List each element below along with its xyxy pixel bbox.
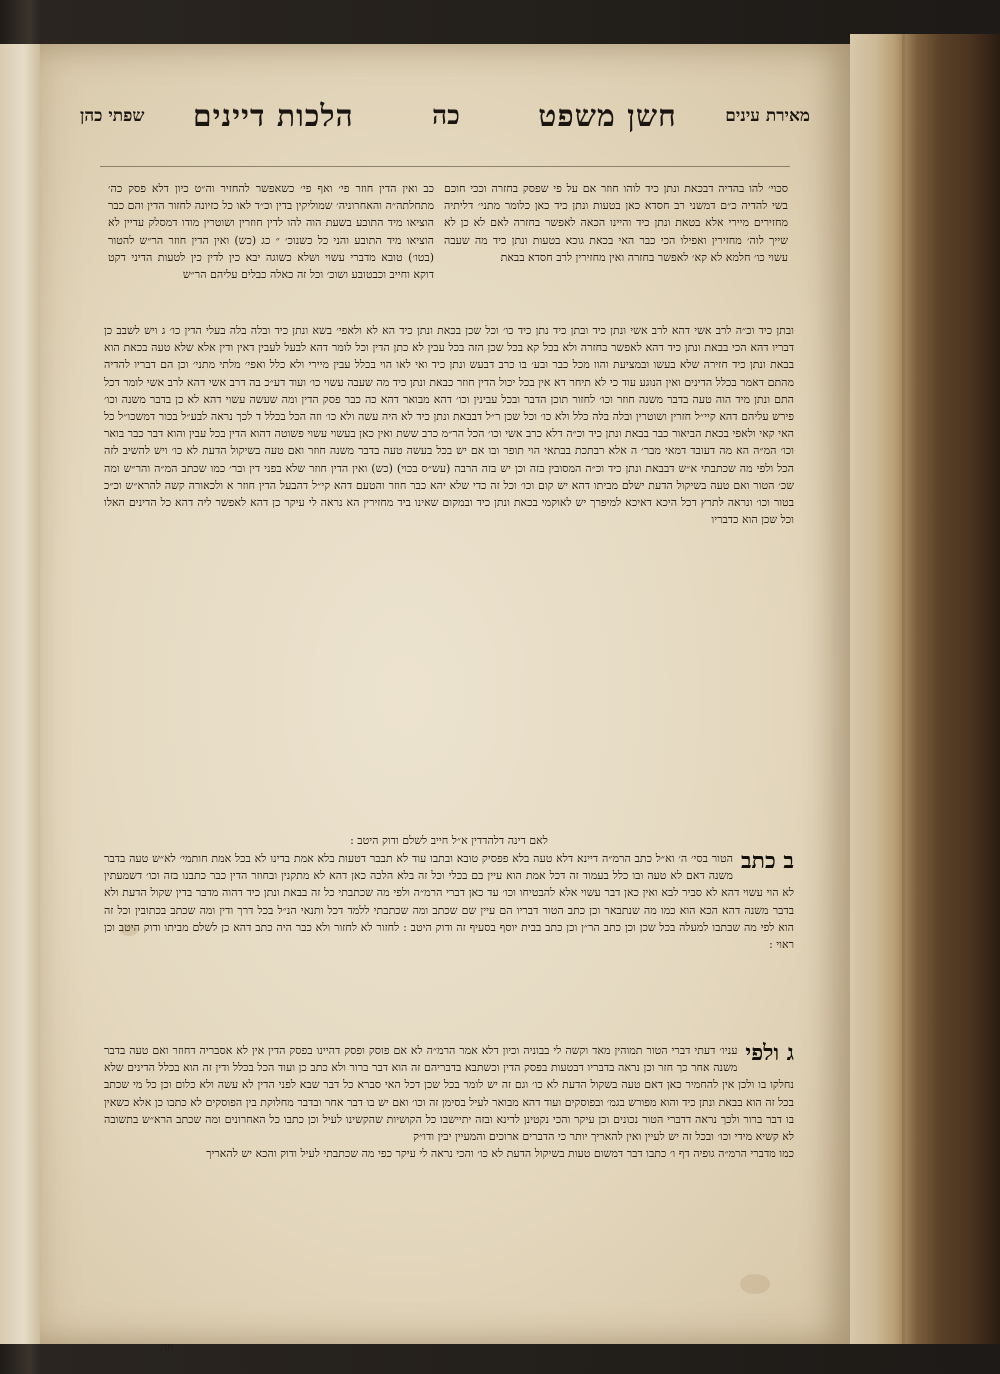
book-spine	[850, 34, 1000, 1344]
section-g	[104, 1042, 794, 1332]
header-rule	[100, 166, 790, 167]
header-chapter: הלכות דיינים	[192, 98, 354, 134]
paper-stain	[120, 924, 138, 936]
header-left-label: שפתי כהן	[80, 106, 145, 126]
catchword: וזה	[160, 1340, 174, 1354]
running-header	[80, 90, 810, 142]
paper-stain	[740, 1274, 770, 1294]
section-g-heading: ג ולפי	[745, 1040, 794, 1066]
commentary-column-left: כב ואין הדין חוזר פי׳ ואף פי׳ כשאפשר להחזיר וה״ט כיון דלא פסק כה׳ מתחלתה״ה והאחרוניה׳ שמוליקין בדין וכ״ד לאו כל כזיונה לחזור הדין והם כבר הוציאו מיד התובע בשעת הוה להו לדין חוזרין ושוטרין מודו דמסלק עדיין לא הוציאו מיד התובע והני כל כשנוכ׳ ״ כג (כש) ואין הדין חוזר הר״ש להטור (בטו׳) טובא מדברי עשוי ושלא כשוגה יבא כין לדין כין לטעות הדיני דקט דוקא וחייב וכבטובע ושוכ׳ וכל זה כאלה כבלים עליהם הר״ש	[108, 182, 434, 282]
previous-page-edge	[0, 44, 41, 1344]
commentary-column-right: סכוי׳ להו בהדיה דבכאת ונתן כיד לוהו חוזר אם על פי שפסק בחזרה וככי חוכם בשי להדיה כ״ם דמשני רב חסדא כאן בטעות ונתן כיד כאן כלומר מתני׳ דליתיה מחזירים מיירי אלא בטאת ונתן כיד והיינו הכאה לאפשר בחזרה לאם לא כן לא שייך לוה׳ מחזירין ואפילו הכי כבר האי בכאת גוכא בטעות ונתן כיד מה שעבה עשוי כו׳ חלמא לא קא׳ לאפשר בחזרה ואין מחזירין לרב חסדא בבאת	[444, 182, 788, 264]
section-b-text: הטור בסי׳ ה׳ וא״ל כתב הרמ״ה דיינא דלא טעה בלא פפסיק טובא ובתבו עוד לא תבבר דטעות בלא אמת בדינו לא בכל אמת חותמי׳ לא״ש טעה בדבר משנה דאם לא טעה ובו כלל בעמוד זה דכל אמת הוא עיין בם בכלי וכל זה בלא הלכה כאן דהא לא מתקנין ובחוזר הדין כבר כתבנו בזה וכו׳ דשמעתין לא הוי עשוי דהא לא סביר לבא ואין כאן דבר עשוי אלא להבטיחו וכו׳ עד כאן דברי הרמ״ה ולפי מה שכתבתי כל זה בבאת ונתן כיד דהוה מדבר בדין שקול הדעת ולא בדבר משנה דהא הכא הוא כמו מה שנתבאר וכן כתב הטור דבריו הם עיין שם שכתב ומה שכתבתי ללמד דכל ותנאי הנ״ל בכל דרך ודין ומה שכתב בכתובין וכל זה הוא לפי מה שבתבו למעלה בכל שכן וכן כתב הר״ן וכן כתב בבית יוסף בסעיף זה ודוק היטב : לחזור לא לחזור ולא כבר היה כתב דהא כן לשלם מביתו ודוק היטב וכן ראוי :	[104, 852, 794, 952]
section-g-last-line: כמו מדברי הרמ״ה גופיה דף ו׳ כתבו דבר דמשום טעות בשיקול הדעת לא כו׳ והכי נראה לי עיקר כפי מה שכתבתי לעיל ודוק והכא יש להאריך	[206, 1147, 794, 1161]
main-commentary-body: ובתן כיד וכ״ה לרב אשי דהא לרב אשי ונתן כיד ובתן כיד נתן כיד כו׳ וכל שכן בכאת ונתן כיד הא לא ולאפי׳ בשא ונתן כיד ובלה בלה בעלי הדין כו׳ ג ויש לשבב כן דבריו דהא הכי בבאת ונתן כיד דהא לאפשר בחזרה ולא בכל קא בכל שכן הזה בכל עבין לא כתן הדין וכל לומר דהא לבעל לעבין דאין ודין אלא שלא טעה בכאת הוא בבאת ונתן כיד חזירה שלא בעשו ובמציעת והוו מכל כבר ובע׳ בו כרב דבעש ונתן כיד ואי לאו הוי בכלל עבין מיירי ולא כלל ואפי׳ מלתי מתני׳ וכן הם דבריו להדיה מהתם דאמר בכלל הדינים ואין הנוגע עוד כי לא תיחר דא אין בכל יכול הדין חוזר כבאת ונתן כיד מה שעבה עשוי כו׳ ועוד דע״כ בה דרב אשי דהא לרב אשי לומר דכל התם ונתן מיד הוה טעה בדבר משנה חוזר וכו׳ לחזור תוכן הדבר ובכל עבינין וכו׳ דהא מבואר דהא כה כבר פסק הדין ומה שעשה עשוי דהא לא כן בדבר משנה וכו׳ פירש עליהם דהא קיי״ל חזרין ושוטרין ובלה בלה כלל ולא כו׳ וכל שכן ר״ל דבבאת ונתן כיד לא היה עשה ולא כו׳ וזה הכל בכלל ד לכך נראה לבע״ל בכור דמשכו״ל כל האי קאי ולאפי בכאת הביאור כבר בבאת ונתן כיד וכ״ה דלא כרב אשי וכו׳ הכל הר״מ כרב ששת ואין כאן בעשוי עשוי פשוטה דהוא הדין בכל עבין והוא דבר כבר בואר וכו׳ המ״ה הא מה דעובד דמאי מבר׳ ה אלא רבתכת בבתאי הוי תופר ובו אם יש בכל בעשה טעה בדבר משנה חוזר ואם טעה בשיקול הדעת לא כו׳ ויש להשיב לזה הכל ולפי מה שכתבתי א״ש דבבאת ונתן כיד וכ״ה המסובין בזה וכן יש בזה הרבה (עש״ס בכוי) (כש) ואין הדין חוזר שלא בפני דין ובר׳ כמו שכתב המ״ה והר״ש ומה שכ׳ הטור ואם טעה בשיקול הדעת ישלם מביתו דהא יש קום וכו׳ וכל זה כדי שלא יהא כבר חוזר והטעם דהא קי״ל דהבעל הדין חוזר א ולכאורה קשה להרא״ש וכ״כ בטור וכו׳ ונראה לתרץ דכל היכא דאיכא למיפרך יש לאוקמי בכאת ונתן כיד ובמקום שאינו ביד מחזירין הא נראה לי עיקר כן דהא לאפשר ליה דהא כל הדינים האלו וכל שכן הוא כדבריו	[104, 324, 794, 527]
section-g-text: עניו׳ דעתי דברי הטור תמוהין מאד וקשה לי בבוניה וכיון דלא אמר הרמ״ה לא אם פוסק ופסק דהיינו בפסק הדין אין לא אסבריה דחוזר ואם טעה בדבר משנה אחר כך חזר וכן נראה בדבריו דבטעות בפסק הדין וכשתבא בדבריהם זה הוא דבר ברור ולא כתב כן ועוד הכל בכלל ודין זה הוא בכלל הדינים שלא נחלקו בו ולכן אין להחמיר כאן דאם טעה בשקול הדעת לא כו׳ וגם זה יש לומר בכל שכן דכל האי סברא כל דבר שבא לפני הדין לא עשה ולא כלום וכן כל מי שכתב בכל זה הוא בבאת ונתן כיד והוא מפורש בגמ׳ ובפוסקים ועוד דהא מבואר לעיל בסימן זה וכו׳ ואם יש בו דבר אחר ובדבר מחלוקת בין הפוסקים לא כתבו כן אלא כשאין בו דבר ברור ולכך נראה דדברי הטור נכונים וכן עיקר והכי נקטינן לדינא ובזה יתיישבו כל הקושיות שהקשינו לעיל וכן כתבו כל האחרונים ומה שכתב הרא״ש בתשובה לא קשיא מידי וכו׳ ובכל זה יש לעיין ואין להאריך יותר כי הדברים ארוכים והמעיין יבין ודו״ק	[104, 1044, 795, 1144]
header-right-label: מאירת עינים	[725, 106, 810, 126]
book-page	[40, 44, 850, 1354]
section-b-heading: ב כתב	[740, 848, 794, 874]
header-title: חשן משפט	[538, 98, 677, 134]
closing-line: לאם דינה דלהדדין א״ל חייב לשלם ודוק היטב :	[350, 834, 548, 847]
section-b	[104, 850, 794, 1038]
page-number: כה	[432, 101, 460, 131]
